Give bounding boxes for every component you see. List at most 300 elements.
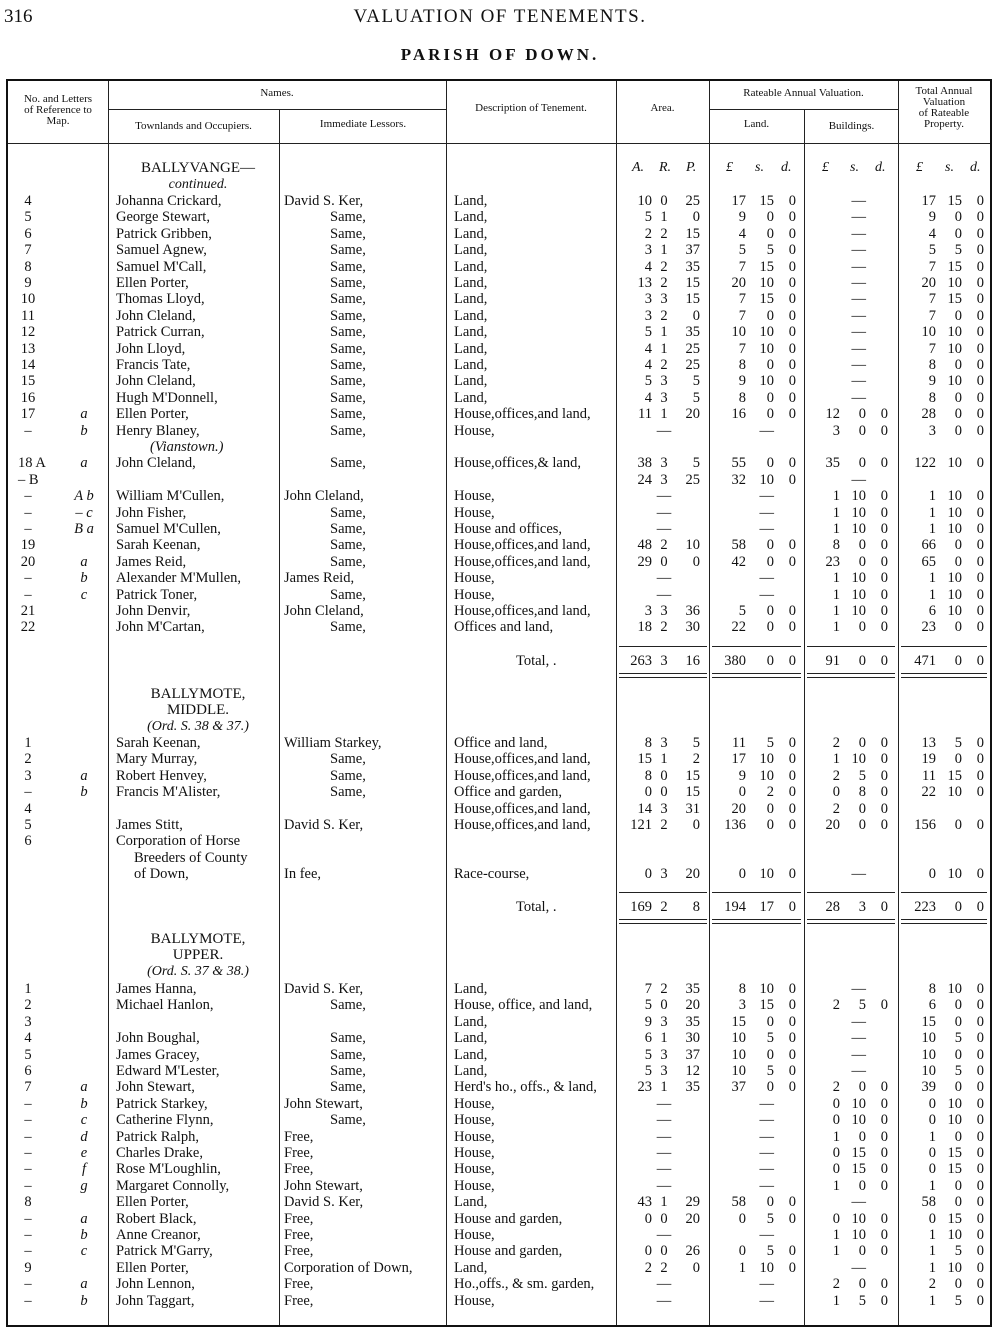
description: House and garden, [454, 1243, 563, 1260]
buildings-value-3: 0 [880, 619, 888, 636]
buildings-value-2: 0 [858, 619, 866, 636]
land-value-3: 0 [788, 767, 796, 784]
total-value-2: 10 [947, 586, 962, 603]
ref-number: – [24, 422, 32, 439]
lessor: Same, [330, 389, 366, 406]
land-value-3: 0 [788, 340, 796, 357]
table-row [0, 275, 1000, 291]
total-value-2: 5 [954, 1292, 962, 1309]
land-value-2: 0 [766, 800, 774, 817]
total-land-3: 0 [788, 653, 796, 669]
land-value-1: 20 [731, 275, 746, 291]
total-value-1: 10 [921, 1046, 936, 1063]
land-value-3: 0 [788, 307, 796, 324]
description: House, [454, 488, 495, 505]
description: Land, [454, 193, 488, 209]
land-value-1: 1 [738, 1259, 746, 1276]
total-value-3: 0 [976, 1013, 984, 1030]
land-value-1: 7 [738, 291, 746, 308]
area-2: 0 [660, 767, 668, 784]
lessor: In fee, [284, 866, 322, 883]
buildings-value-2: 10 [851, 504, 866, 521]
buildings-value-3: 0 [880, 521, 888, 537]
area-2: 3 [660, 471, 668, 488]
land-value-2: 0 [766, 389, 774, 406]
ref-number: – [24, 1095, 32, 1112]
ref-letter: a [80, 406, 88, 423]
unit-pence: d. [875, 160, 886, 175]
area-3: 25 [685, 193, 700, 209]
description: House,offices,and land, [454, 800, 591, 817]
lessor: Same, [330, 357, 366, 373]
buildings-value-1: 1 [832, 1177, 840, 1194]
occupier: Francis M'Alister, [116, 784, 221, 801]
total-value-1: 7 [928, 307, 936, 324]
buildings-value-2: 0 [858, 537, 866, 554]
total-rule [901, 892, 987, 893]
total-value-3: 0 [976, 1079, 984, 1096]
land-value-dash: — [759, 586, 774, 603]
total-value-2: 0 [954, 422, 962, 439]
area-2: 3 [660, 291, 668, 308]
buildings-value-dash: — [851, 275, 866, 291]
ref-number: 7 [24, 242, 32, 259]
total-value-2: 5 [954, 242, 962, 259]
area-3: 29 [685, 1194, 700, 1211]
area-2: 1 [660, 1030, 668, 1047]
buildings-value-3: 0 [880, 1243, 888, 1260]
total-value-1: 3 [928, 422, 936, 439]
table-row [0, 406, 1000, 422]
area-2: 3 [660, 800, 668, 817]
total-buildings-3: 0 [880, 899, 888, 915]
buildings-value-2: 10 [851, 488, 866, 505]
total-value-1: 19 [921, 751, 936, 768]
buildings-value-3: 0 [880, 406, 888, 423]
lessor: Free, [284, 1210, 314, 1227]
area-dash: — [656, 488, 672, 505]
total-value-1: 1 [928, 570, 936, 587]
area-1: 5 [644, 1063, 652, 1079]
buildings-value-dash: — [851, 866, 866, 883]
land-value-dash: — [759, 1292, 774, 1309]
total-value-1: 7 [928, 340, 936, 357]
ref-letter: g [80, 1177, 88, 1194]
buildings-value-2: 0 [858, 800, 866, 817]
total-value-2: 5 [954, 1063, 962, 1079]
ref-number: 4 [24, 800, 32, 817]
total-double-rule [807, 919, 895, 924]
total-value-1: 22 [921, 784, 936, 801]
buildings-value-3: 0 [880, 1112, 888, 1129]
land-value-3: 0 [788, 997, 796, 1014]
total-value-2: 0 [954, 553, 962, 570]
table-row [0, 1243, 1000, 1259]
land-value-3: 0 [788, 784, 796, 801]
ref-number: – [24, 1177, 32, 1194]
area-2: 1 [660, 340, 668, 357]
ref-letter: b [80, 1227, 88, 1243]
ref-number: – [24, 1145, 32, 1161]
total-value-3: 0 [976, 553, 984, 570]
description: House, office, and land, [454, 997, 593, 1014]
total-value-3: 0 [976, 1276, 984, 1293]
area-3: 25 [685, 471, 700, 488]
ref-letter: c [80, 1243, 88, 1260]
ref-number: 7 [24, 1079, 32, 1096]
land-value-2: 0 [766, 603, 774, 619]
table-row [0, 997, 1000, 1013]
land-value-1: 32 [731, 471, 746, 488]
description: Offices and land, [454, 619, 554, 636]
occupier: Mary Murray, [116, 751, 198, 768]
buildings-value-3: 0 [880, 488, 888, 505]
area-1: 5 [644, 209, 652, 226]
buildings-value-dash: — [851, 258, 866, 275]
area-1: 48 [637, 537, 652, 554]
total-value-2: 10 [947, 1112, 962, 1129]
land-value-2: 10 [759, 471, 774, 488]
area-1: 3 [644, 307, 652, 324]
lessor: Same, [330, 242, 366, 259]
total-value-1: 9 [928, 209, 936, 226]
area-2: 0 [660, 997, 668, 1014]
buildings-value-2: 10 [851, 1095, 866, 1112]
total-value-1: 23 [921, 619, 936, 636]
land-value-2: 0 [766, 1046, 774, 1063]
land-value-2: 0 [766, 357, 774, 373]
area-3: 0 [692, 209, 700, 226]
buildings-value-3: 0 [880, 1145, 888, 1161]
total-value-2: 15 [947, 767, 962, 784]
occupier: Michael Hanlon, [116, 997, 214, 1014]
buildings-value-1: 1 [832, 521, 840, 537]
area-2: 3 [660, 389, 668, 406]
table-row [0, 324, 1000, 340]
unit-perches: P. [686, 160, 697, 175]
buildings-value-3: 0 [880, 767, 888, 784]
area-3: 0 [692, 817, 700, 833]
occupier: Hugh M'Donnell, [116, 389, 218, 406]
section-title-line: BALLYMOTE, [150, 686, 246, 702]
land-value-2: 10 [759, 751, 774, 768]
ref-number: 3 [24, 1013, 32, 1030]
total-value-1: 0 [928, 1112, 936, 1129]
occupier: Sarah Keenan, [116, 735, 201, 751]
total-value-3: 0 [976, 1194, 984, 1211]
table-row [0, 423, 1000, 439]
total-value-1: 6 [928, 997, 936, 1014]
land-value-3: 0 [788, 471, 796, 488]
ref-number: 3 [24, 767, 32, 784]
land-value-1: 11 [732, 735, 746, 751]
land-value-3: 0 [788, 1013, 796, 1030]
area-2: 1 [660, 406, 668, 423]
lessor: John Cleland, [284, 488, 364, 505]
buildings-value-dash: — [851, 471, 866, 488]
ref-letter: a [80, 553, 88, 570]
occupier: Edward M'Lester, [116, 1063, 220, 1079]
buildings-value-3: 0 [880, 603, 888, 619]
lessor: Corporation of Down, [284, 1259, 413, 1276]
area-1: 0 [644, 1243, 652, 1260]
table-row [0, 537, 1000, 553]
table-row [0, 439, 1000, 455]
land-value-3: 0 [788, 406, 796, 423]
buildings-value-1: 20 [825, 817, 840, 833]
total-value-3: 0 [976, 1128, 984, 1145]
buildings-value-3: 0 [880, 553, 888, 570]
ref-letter: a [80, 1276, 88, 1293]
ref-number: – [24, 521, 32, 537]
section-title [118, 686, 278, 735]
land-value-1: 10 [731, 1063, 746, 1079]
total-value-2: 15 [947, 193, 962, 209]
lessor: David S. Ker, [284, 1194, 364, 1211]
land-value-1: 8 [738, 357, 746, 373]
buildings-value-1: 0 [832, 1210, 840, 1227]
description: House,offices,and land, [454, 406, 591, 423]
buildings-value-dash: — [851, 357, 866, 373]
land-value-2: 0 [766, 455, 774, 472]
occupier: Margaret Connolly, [116, 1177, 230, 1194]
ref-number: – [24, 488, 32, 505]
total-value-2: 15 [947, 1210, 962, 1227]
description: Land, [454, 209, 488, 226]
buildings-value-3: 0 [880, 1079, 888, 1096]
land-value-2: 5 [766, 1063, 774, 1079]
total-value-3: 0 [976, 422, 984, 439]
occupier: John Fisher, [116, 504, 187, 521]
land-value-2: 0 [766, 619, 774, 636]
area-1: 10 [637, 193, 652, 209]
total-value-3: 0 [976, 455, 984, 472]
total-value-1: 1 [928, 488, 936, 505]
area-1: 3 [644, 242, 652, 259]
unit-roods: R. [659, 160, 672, 175]
table-row [0, 570, 1000, 586]
total-value-3: 0 [976, 225, 984, 242]
area-3: 15 [685, 291, 700, 308]
area-dash: — [656, 1177, 672, 1194]
ref-letter: a [80, 1210, 88, 1227]
header-land: Land. [743, 118, 770, 130]
land-value-1: 0 [738, 1243, 746, 1260]
area-1: 7 [644, 981, 652, 997]
area-2: 0 [660, 1210, 668, 1227]
ref-letter: b [80, 784, 88, 801]
total-double-rule [712, 919, 801, 924]
land-value-dash: — [759, 1227, 774, 1243]
description: Land, [454, 1046, 488, 1063]
land-value-3: 0 [788, 1259, 796, 1276]
total-value-1: 156 [914, 817, 936, 833]
lessor: Same, [330, 619, 366, 636]
ref-letter: e [80, 1145, 88, 1161]
lessor: Same, [330, 1112, 366, 1129]
total-double-rule [901, 673, 987, 678]
area-1: 3 [644, 603, 652, 619]
land-value-1: 55 [731, 455, 746, 472]
land-value-2: 15 [759, 193, 774, 209]
description: House, [454, 1161, 495, 1178]
area-1: 14 [637, 800, 652, 817]
total-buildings-2: 0 [858, 653, 866, 669]
occupier: Patrick Ralph, [116, 1128, 199, 1145]
total-value-3: 0 [976, 521, 984, 537]
area-2: 1 [660, 1194, 668, 1211]
occupier: John Lennon, [116, 1276, 195, 1293]
table-row [0, 1178, 1000, 1194]
description: Land, [454, 1063, 488, 1079]
area-1: 0 [644, 784, 652, 801]
unit-acres: A. [632, 160, 645, 175]
area-2: 2 [660, 537, 668, 554]
description: House, [454, 1145, 495, 1161]
total-value-3: 0 [976, 1177, 984, 1194]
unit-pence: d. [781, 160, 792, 175]
lessor: Same, [330, 324, 366, 341]
table-row [0, 1112, 1000, 1128]
occupier: Thomas Lloyd, [116, 291, 205, 308]
area-3: 15 [685, 784, 700, 801]
ref-letter: b [80, 422, 88, 439]
table-row [0, 1129, 1000, 1145]
land-value-1: 0 [738, 784, 746, 801]
area-2: 3 [660, 866, 668, 883]
total-value-3: 0 [976, 784, 984, 801]
table-row [0, 472, 1000, 488]
unit-pounds: £ [916, 160, 923, 175]
total-buildings-3: 0 [880, 653, 888, 669]
total-area-2: 3 [660, 653, 668, 669]
total-rule [901, 646, 987, 647]
occupier: Patrick M'Garry, [116, 1243, 213, 1260]
land-value-2: 10 [759, 340, 774, 357]
ref-number: – [24, 504, 32, 521]
area-3: 15 [685, 275, 700, 291]
table-row [0, 209, 1000, 225]
ref-number: – [24, 586, 32, 603]
total-value-1: 0 [928, 1161, 936, 1178]
buildings-value-1: 3 [832, 422, 840, 439]
area-3: 10 [685, 537, 700, 554]
area-3: 12 [685, 1063, 700, 1079]
area-dash: — [656, 422, 672, 439]
ref-letter: b [80, 1095, 88, 1112]
ref-number: – [24, 1227, 32, 1243]
ref-number: 5 [24, 209, 32, 226]
land-value-dash: — [759, 1276, 774, 1293]
buildings-value-1: 1 [832, 504, 840, 521]
buildings-value-1: 35 [825, 455, 840, 472]
land-value-3: 0 [788, 866, 796, 883]
area-2: 2 [660, 275, 668, 291]
ref-number: 12 [20, 324, 36, 341]
land-value-2: 0 [766, 225, 774, 242]
description: House and garden, [454, 1210, 563, 1227]
total-label: Total, . [516, 653, 557, 669]
area-2: 1 [660, 1079, 668, 1096]
total-value-3: 0 [976, 1292, 984, 1309]
unit-shillings: s. [945, 160, 954, 175]
ref-number: 5 [24, 1046, 32, 1063]
land-value-3: 0 [788, 1030, 796, 1047]
total-value-1: 8 [928, 357, 936, 373]
land-value-3: 0 [788, 291, 796, 308]
area-3: 35 [685, 258, 700, 275]
lessor: James Reid, [284, 570, 355, 587]
occupier: Francis Tate, [116, 357, 191, 373]
description: Land, [454, 1013, 488, 1030]
description: Land, [454, 373, 488, 390]
table-row [0, 801, 1000, 817]
land-value-1: 9 [738, 373, 746, 390]
total-value-3: 0 [976, 1259, 984, 1276]
occupier: John Boughal, [116, 1030, 200, 1047]
area-dash: — [656, 570, 672, 587]
total-value-1: 7 [928, 258, 936, 275]
land-value-1: 0 [738, 866, 746, 883]
land-value-1: 7 [738, 258, 746, 275]
buildings-value-2: 10 [851, 570, 866, 587]
section-subtitle: continued. [168, 177, 228, 192]
area-1: 3 [644, 291, 652, 308]
total-area-1: 263 [630, 653, 652, 669]
table-row [0, 193, 1000, 209]
area-3: 25 [685, 340, 700, 357]
land-value-dash: — [759, 504, 774, 521]
area-3: 31 [685, 800, 700, 817]
total-value-3: 0 [976, 751, 984, 768]
description: Land, [454, 291, 488, 308]
buildings-value-3: 0 [880, 751, 888, 768]
area-3: 35 [685, 1079, 700, 1096]
description: House,offices,and land, [454, 767, 591, 784]
table-row [0, 1194, 1000, 1210]
land-value-1: 58 [731, 537, 746, 554]
buildings-value-2: 0 [858, 422, 866, 439]
buildings-value-dash: — [851, 193, 866, 209]
area-3: 0 [692, 553, 700, 570]
area-2: 2 [660, 817, 668, 833]
buildings-value-dash: — [851, 1194, 866, 1211]
total-value-2: 0 [954, 1177, 962, 1194]
total-double-rule [901, 919, 987, 924]
total-rule [712, 646, 801, 647]
ref-number: 20 [20, 553, 36, 570]
total-value-1: 7 [928, 291, 936, 308]
area-2: 2 [660, 357, 668, 373]
header-rule [108, 109, 446, 110]
total-value-3: 0 [976, 619, 984, 636]
description: Office and garden, [454, 784, 563, 801]
land-value-1: 17 [731, 751, 746, 768]
area-dash: — [656, 1227, 672, 1243]
buildings-value-2: 0 [858, 455, 866, 472]
lessor: Same, [330, 455, 366, 472]
land-value-3: 0 [788, 1194, 796, 1211]
header-buildings: Buildings. [828, 120, 875, 132]
land-value-3: 0 [788, 389, 796, 406]
land-value-3: 0 [788, 275, 796, 291]
lessor: Free, [284, 1128, 314, 1145]
buildings-value-2: 10 [851, 1210, 866, 1227]
total-value-2: 0 [954, 537, 962, 554]
area-2: 3 [660, 373, 668, 390]
buildings-value-2: 0 [858, 406, 866, 423]
area-1: 38 [637, 455, 652, 472]
